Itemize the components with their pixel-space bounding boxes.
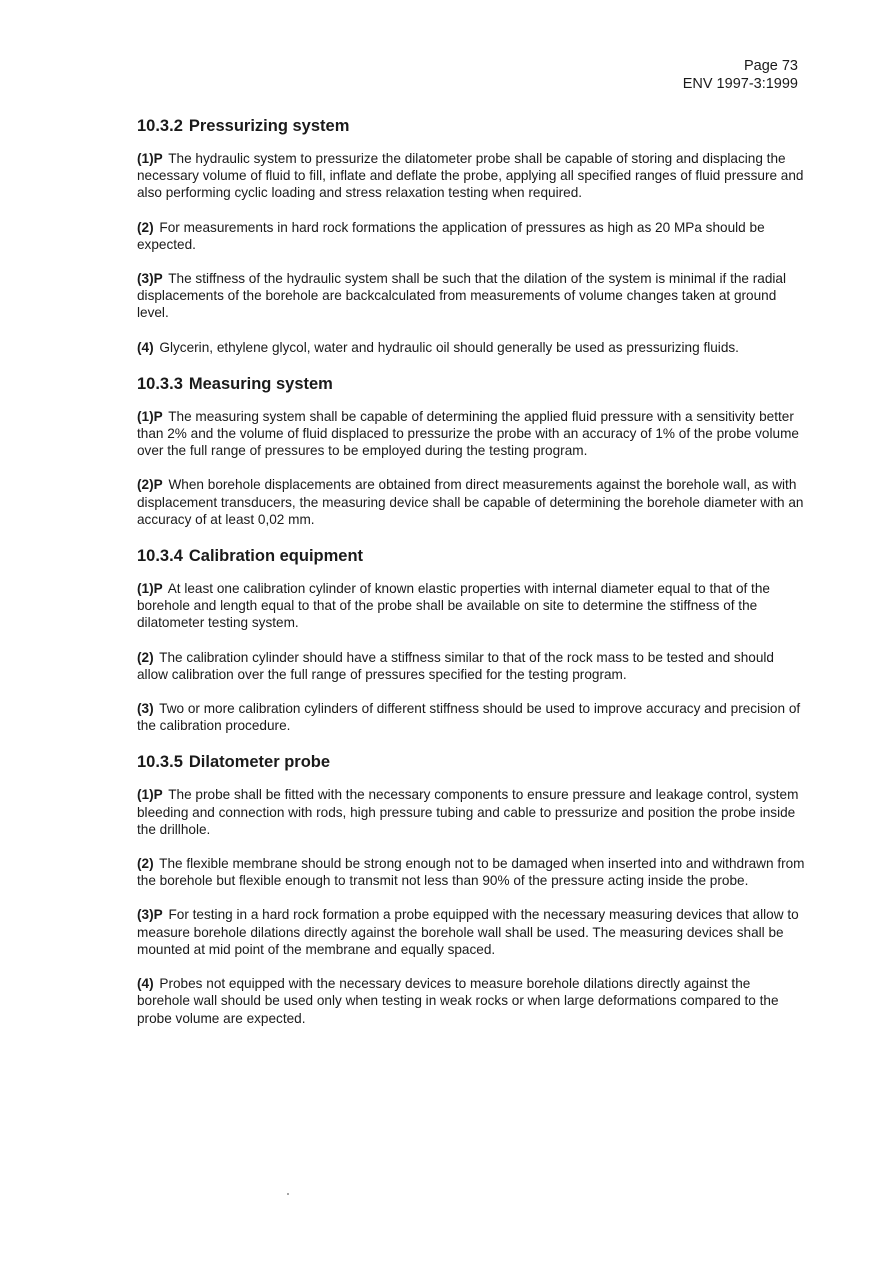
clause-tag: (3) bbox=[137, 701, 154, 717]
section-title: Pressurizing system bbox=[188, 117, 350, 135]
section-dilatometer-probe bbox=[137, 751, 805, 1026]
section-title: Dilatometer probe bbox=[188, 753, 331, 772]
clause-tag: (4) bbox=[137, 339, 154, 355]
clause-text: At least one calibration cylinder of known elastic properties with internal diameter equal to that of the borehole and length equal to that of the probe shall be available on site to determine the stiffness of the dilatometer testing system. bbox=[137, 581, 770, 631]
clause-text: Glycerin, ethylene glycol, water and hydraulic oil should generally be used as pressurizing fluids. bbox=[159, 339, 739, 355]
clause-text: The probe shall be fitted with the necessary components to ensure pressure and leakage control, system bleeding and connection with rods, high pressure tubing and cable to pressurize and position the probe inside the drillhole. bbox=[137, 787, 799, 837]
clause-tag: (1)P bbox=[137, 581, 163, 597]
clause-tag: (2) bbox=[137, 649, 154, 665]
paragraph bbox=[137, 408, 805, 460]
section-calibration-equipment bbox=[137, 545, 805, 734]
section-title: Measuring system bbox=[188, 374, 333, 393]
paragraph bbox=[137, 906, 805, 958]
section-measuring-system bbox=[137, 373, 805, 528]
section-heading bbox=[137, 115, 805, 137]
clause-text: The measuring system shall be capable of determining the applied fluid pressure with a sensitivity better than 2% and the volume of fluid displaced to pressurize the probe with an accuracy of 1% of the probe volume over the full range of pressures to be employed during the testing program. bbox=[137, 408, 799, 459]
clause-text: The stiffness of the hydraulic system shall be such that the dilation of the system is minimal if the radial displacements of the borehole are backcalculated from measurements of volume changes taken at ground level. bbox=[137, 271, 787, 321]
section-pressurizing-system bbox=[137, 115, 805, 356]
clause-text: The calibration cylinder should have a stiffness similar to that of the rock mass to be tested and should allow calibration over the full range of pressures specified for the testing program. bbox=[137, 649, 774, 682]
standard-id: ENV 1997-3:1999 bbox=[682, 76, 798, 92]
paragraph bbox=[137, 476, 805, 528]
section-number: 10.3.5 bbox=[137, 753, 183, 772]
paragraph bbox=[137, 855, 805, 889]
clause-tag: (2)P bbox=[137, 477, 163, 493]
paragraph bbox=[137, 975, 805, 1027]
clause-tag: (2) bbox=[137, 856, 154, 872]
paragraph bbox=[137, 270, 805, 322]
paragraph bbox=[137, 339, 805, 356]
clause-text: For testing in a hard rock formation a probe equipped with the necessary measuring devices that allow to measure borehole dilations directly against the borehole wall shall be used. The measuring devices shall be mounted at mid point of the membrane and equally spaced. bbox=[137, 907, 799, 957]
clause-tag: (1)P bbox=[137, 408, 163, 424]
clause-tag: (1)P bbox=[137, 151, 163, 166]
section-number: 10.3.3 bbox=[137, 374, 183, 393]
section-heading bbox=[137, 373, 805, 395]
paragraph bbox=[137, 580, 805, 632]
clause-tag: (2) bbox=[137, 219, 154, 235]
clause-tag: (3)P bbox=[137, 271, 163, 287]
scan-speck bbox=[287, 1193, 289, 1195]
clause-text: When borehole displacements are obtained from direct measurements against the borehole wall, as with displacement transducers, the measuring device shall be capable of determining the borehole diameter with an accuracy of at least 0,02 mm. bbox=[137, 477, 804, 527]
paragraph bbox=[137, 219, 805, 253]
section-heading bbox=[137, 545, 805, 567]
document-body bbox=[137, 115, 805, 1044]
clause-tag: (3)P bbox=[137, 907, 163, 923]
section-heading bbox=[137, 751, 805, 773]
clause-text: The flexible membrane should be strong enough not to be damaged when inserted into and withdrawn from the borehole but flexible enough to transmit not less than 90% of the pressure acting inside the probe. bbox=[137, 856, 805, 889]
clause-text: Probes not equipped with the necessary devices to measure borehole dilations directly against the borehole wall should be used only when testing in weak rocks or when large deformations compared to the probe volume are expected. bbox=[137, 976, 779, 1026]
clause-text: Two or more calibration cylinders of different stiffness should be used to improve accuracy and precision of the calibration procedure. bbox=[137, 701, 801, 734]
section-title: Calibration equipment bbox=[188, 547, 364, 566]
clause-tag: (4) bbox=[137, 976, 154, 992]
clause-tag: (1)P bbox=[137, 787, 163, 803]
paragraph bbox=[137, 786, 805, 838]
section-number: 10.3.2 bbox=[137, 117, 183, 135]
paragraph bbox=[137, 649, 805, 683]
page-number: Page 73 bbox=[743, 58, 798, 74]
clause-text: The hydraulic system to pressurize the dilatometer probe shall be capable of storing and displacing the necessary volume of fluid to fill, inflate and deflate the probe, applying all specified ranges of fluid pressure and also performing cyclic loading and stress relaxation testing when required. bbox=[137, 151, 804, 201]
paragraph bbox=[137, 700, 805, 734]
clause-text: For measurements in hard rock formations the application of pressures as high as 20 MPa should be expected. bbox=[137, 219, 765, 252]
paragraph bbox=[137, 150, 805, 202]
page-header bbox=[683, 57, 798, 93]
section-number: 10.3.4 bbox=[137, 547, 183, 566]
